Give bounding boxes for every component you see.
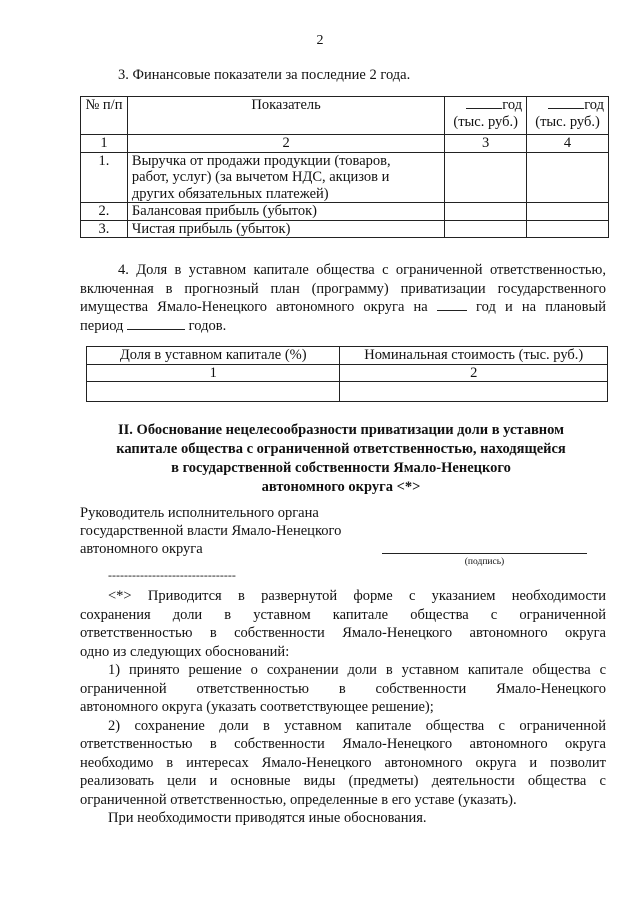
section-4-line-part: годов. xyxy=(188,317,227,334)
footnote-line: реализовать цели и основные виды (предметы) деятельности общества с xyxy=(80,773,606,789)
section-2-title xyxy=(96,421,586,497)
footnote-line: ограниченной ответственностью, определенные в его уставе (указать). xyxy=(80,791,517,808)
footnote-line: При необходимости приводятся иные обоснования. xyxy=(108,810,427,826)
header-nominal-value: Номинальная стоимость (тыс. руб.) xyxy=(340,347,608,365)
title-line: автономного округа <*> xyxy=(261,479,421,495)
share-table xyxy=(86,346,608,402)
year-label-1: год xyxy=(502,97,523,113)
footnote-line: ограниченной ответственностью в собственности Ямало-Ненецкого xyxy=(80,680,606,697)
page-number: 2 xyxy=(316,33,324,48)
table-row xyxy=(81,203,609,221)
financial-indicators-table xyxy=(80,96,609,238)
header-indicator: Показатель xyxy=(127,97,444,135)
footnote-line: ответственностью в собственности Ямало-Ненецкого автономного округа xyxy=(80,736,606,752)
col-number: 4 xyxy=(527,135,609,153)
section-4-line: 4. Доля в уставном капитале общества с ограниченной ответственностью, xyxy=(118,262,606,278)
section-4-line xyxy=(80,317,606,336)
col-number: 1 xyxy=(87,364,340,382)
footnote-separator: -------------------------------- xyxy=(108,568,236,582)
row-number: 3. xyxy=(81,220,128,238)
col-number: 1 xyxy=(81,135,128,153)
row-indicator-line: Выручка от продажи продукции (товаров, xyxy=(131,152,391,169)
table-row xyxy=(81,220,609,238)
signatory-line: Руководитель исполнительного органа xyxy=(80,505,319,521)
table-row xyxy=(81,152,609,203)
signatory-block xyxy=(80,504,341,558)
row-indicator: Балансовая прибыль (убыток) xyxy=(127,203,444,221)
header-num: № п/п xyxy=(81,97,128,135)
title-line: в государственной собственности Ямало-Ненецкого xyxy=(171,460,511,476)
table-row xyxy=(87,382,608,402)
section-3-heading: 3. Финансовые показатели за последние 2 года. xyxy=(118,67,411,83)
section-4-line-part: период xyxy=(80,317,124,334)
row-indicator: Чистая прибыль (убыток) xyxy=(127,220,444,238)
value-cell xyxy=(527,220,609,238)
value-cell xyxy=(527,152,609,203)
signature-caption: (подпись) xyxy=(464,557,505,567)
row-number: 1. xyxy=(81,152,128,203)
footnote-line: одно из следующих обоснований: xyxy=(80,643,290,660)
footnote-line: 1) принято решение о сохранении доли в уставном капитале общества с xyxy=(108,662,606,678)
unit-label-2: (тыс. руб.) xyxy=(535,113,600,130)
row-indicator-line: других обязательных платежей) xyxy=(131,185,329,202)
year-label-2: год xyxy=(584,97,604,113)
signature-line xyxy=(382,553,587,554)
header-year-2 xyxy=(527,97,609,135)
col-number: 2 xyxy=(340,364,608,382)
section-4-line xyxy=(80,298,606,317)
footnote-line: автономного округа (указать соответствующее решение); xyxy=(80,699,434,715)
footnote-line: 2) сохранение доли в уставном капитале общества с ограниченной xyxy=(108,717,606,734)
header-share: Доля в уставном капитале (%) xyxy=(87,347,340,365)
row-indicator-line: работ, услуг) (за вычетом НДС, акцизов и xyxy=(131,169,390,185)
footnote-line: ответственностью в собственности Ямало-Ненецкого автономного округа xyxy=(80,625,606,641)
unit-label-1: (тыс. руб.) xyxy=(453,113,518,130)
footnote-line: <*> Приводится в развернутой форме с указанием необходимости xyxy=(108,588,606,604)
value-cell xyxy=(445,152,527,203)
footnote-line: сохранения доли в уставном капитале общества с ограниченной xyxy=(80,606,606,623)
section-4-line-part: год и на плановый xyxy=(476,299,607,315)
value-cell xyxy=(340,382,608,402)
footnote-line: необходимо в интересах Ямало-Ненецкого автономного округа и позволит xyxy=(80,754,606,771)
value-cell xyxy=(445,203,527,221)
value-cell xyxy=(87,382,340,402)
section-4-line: включенная в прогнозный план (программу) приватизации государственного xyxy=(80,280,606,297)
row-number: 2. xyxy=(81,203,128,221)
value-cell xyxy=(527,203,609,221)
section-4-line-part: имущества Ямало-Ненецкого автономного округа на xyxy=(80,299,428,315)
title-line: капитале общества с ограниченной ответственностью, находящейся xyxy=(116,441,566,457)
row-indicator xyxy=(127,152,444,203)
col-number: 2 xyxy=(127,135,444,153)
header-year-1 xyxy=(445,97,527,135)
title-line: II. Обоснование нецелесообразности приватизации доли в уставном xyxy=(118,422,564,438)
signatory-line: государственной власти Ямало-Ненецкого xyxy=(80,523,342,539)
value-cell xyxy=(445,220,527,238)
section-4-text xyxy=(80,261,606,335)
footnote-text xyxy=(80,587,606,828)
col-number: 3 xyxy=(445,135,527,153)
signatory-line: автономного округа xyxy=(80,541,203,557)
